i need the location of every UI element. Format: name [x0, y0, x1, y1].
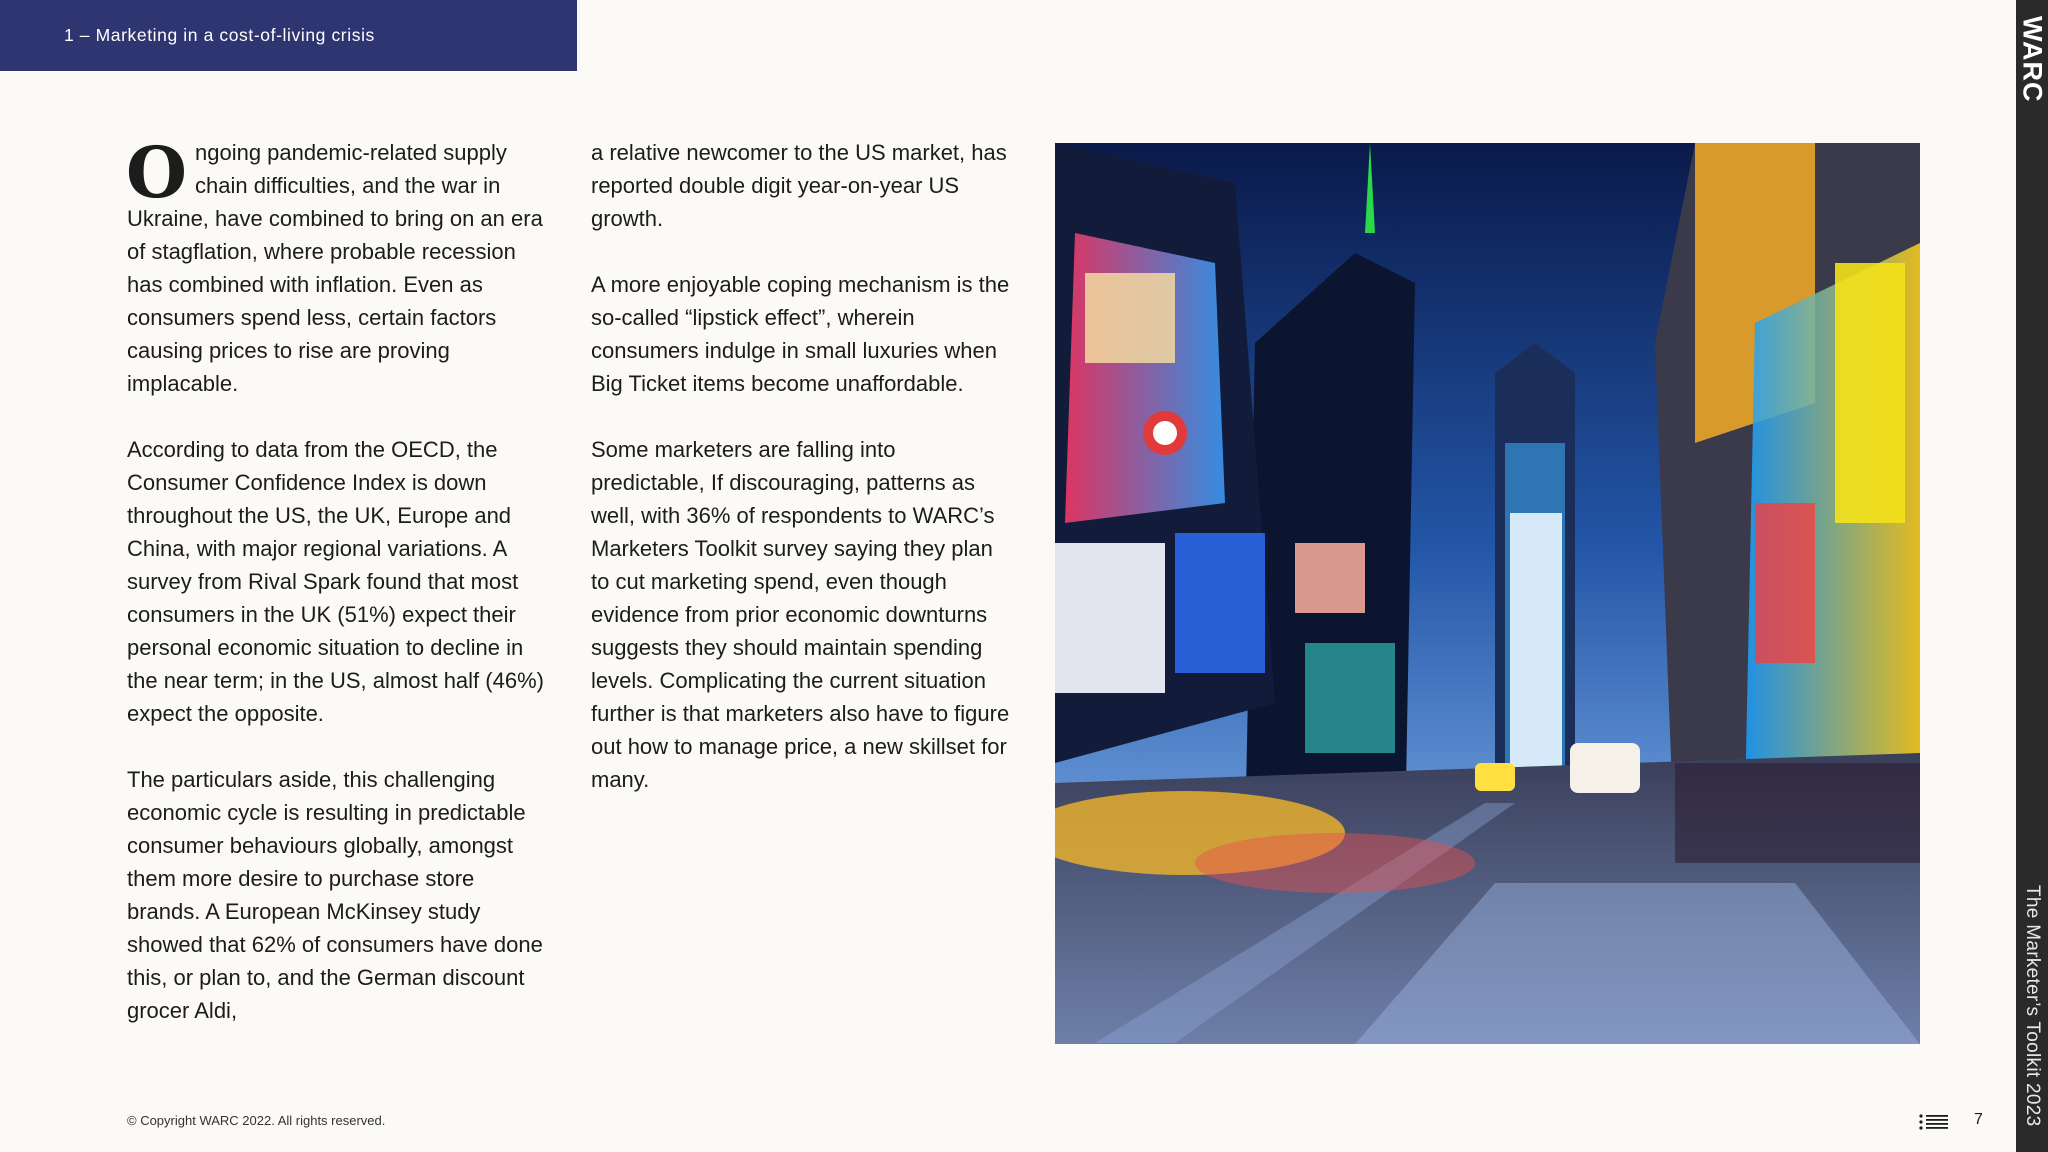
- paragraph: Some marketers are falling into predictable, If discouraging, patterns as well, with 36% of respondents to WARC’s Marketers Toolkit survey saying they plan to cut marketing spend, even though evidence from prior economic downturns suggests they should maintain spending levels. Complicating the current situation further is that marketers also have to figure out how to manage price, a new skillset for many.: [591, 437, 1010, 792]
- section-header-tab: [0, 0, 577, 71]
- times-square-photo: [1055, 143, 1920, 1044]
- publication-title: The Marketer’s Toolkit 2023: [2022, 885, 2043, 1127]
- article-column-2: [591, 136, 1011, 829]
- list-menu-icon[interactable]: [1919, 1114, 1951, 1130]
- drop-cap: O: [126, 131, 187, 214]
- warc-logo: WARC: [2017, 16, 2048, 103]
- paragraph: According to data from the OECD, the Consumer Confidence Index is down throughout the US, the UK, Europe and China, with major regional variations. A survey from Rival Spark found that most consumers in the UK (51%) expect their personal economic situation to decline in the near term; in the US, almost half (46%) expect the opposite.: [127, 437, 544, 726]
- page-number: 7: [1974, 1111, 1983, 1128]
- article-column-1: [126, 131, 547, 1060]
- paragraph: [126, 131, 547, 400]
- paragraph-text: ngoing pandemic-related supply chain difficulties, and the war in Ukraine, have combined to bring on an era of stagflation, where probable recession has combined with inflation. Even as consumers spend less, certain factors causing prices to rise are proving implacable.: [127, 140, 543, 396]
- copyright-notice: © Copyright WARC 2022. All rights reserved.: [127, 1113, 386, 1128]
- city-illustration: [1055, 143, 1920, 1044]
- paragraph: a relative newcomer to the US market, has reported double digit year-on-year US growth.: [591, 140, 1007, 231]
- paragraph: The particulars aside, this challenging economic cycle is resulting in predictable consumer behaviours globally, amongst them more desire to purchase store brands. A European McKinsey study showed that 62% of consumers have done this, or plan to, and the German discount grocer Aldi,: [127, 767, 543, 1023]
- paragraph: A more enjoyable coping mechanism is the so-called “lipstick effect”, wherein consumers indulge in small luxuries when Big Ticket items become unaffordable.: [591, 272, 1010, 396]
- section-label: 1 – Marketing in a cost-of-living crisis: [64, 25, 375, 45]
